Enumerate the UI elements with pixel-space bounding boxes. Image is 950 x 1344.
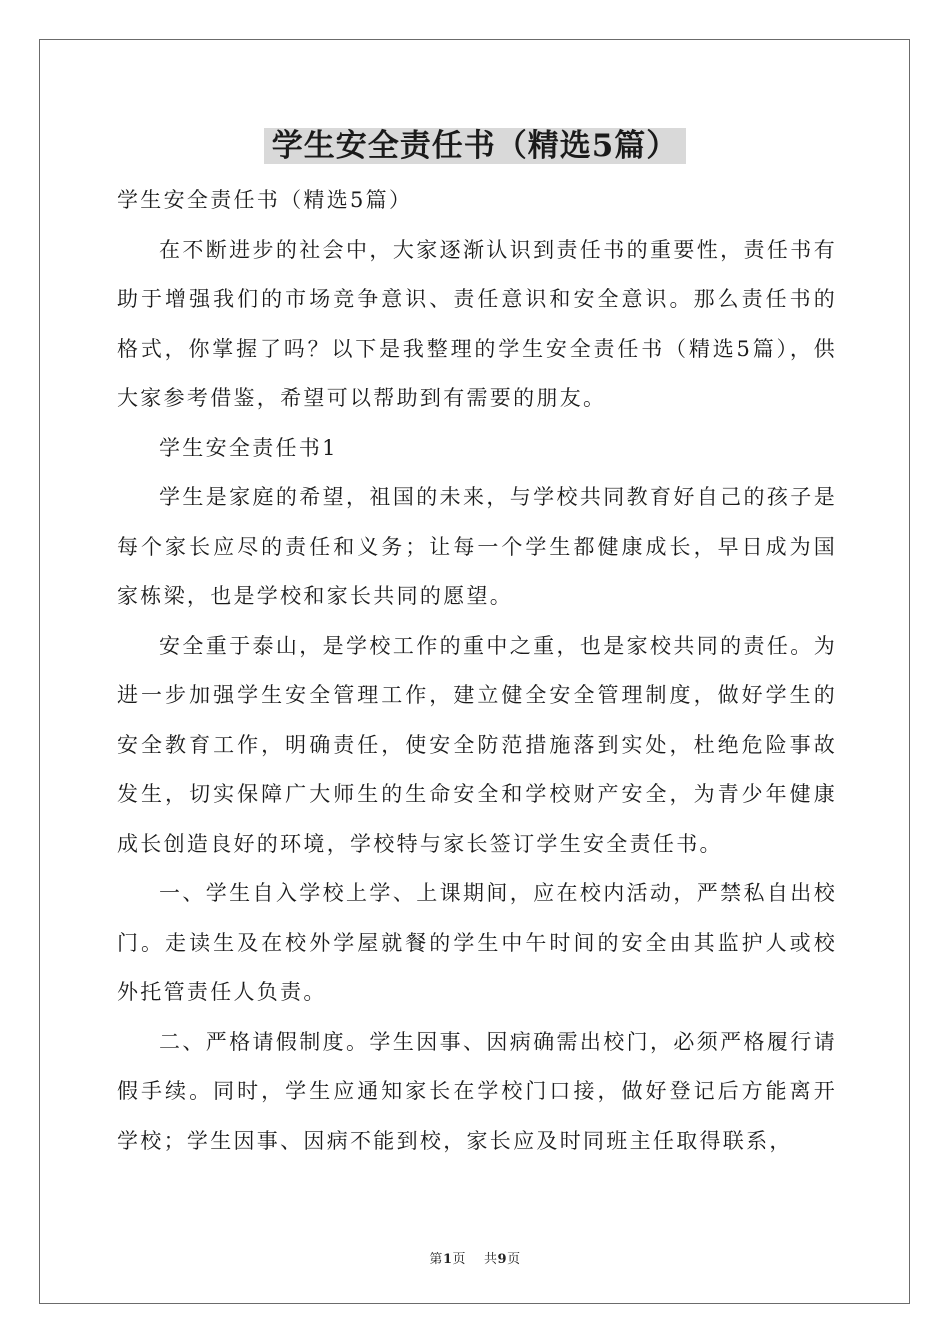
document-title: [0, 124, 950, 168]
document-body: [117, 176, 837, 1166]
paragraph: 二、严格请假制度。学生因事、因病确需出校门，必须严格履行请假手续。同时，学生应通知家长在学校门口接，做好登记后方能离开学校；学生因事、因病不能到校，家长应及时同班主任取得联系，: [117, 1029, 837, 1153]
paragraph-intro: 在不断进步的社会中，大家逐渐认识到责任书的重要性，责任书有助于增强我们的市场竞争意识、责任意识和安全意识。那么责任书的格式，你掌握了吗？以下是我整理的学生安全责任书（精选5篇），供大家参考借鉴，希望可以帮助到有需要的朋友。: [117, 237, 837, 410]
section-heading: 学生安全责任书1: [159, 435, 338, 460]
total-page-count: 9: [497, 1252, 508, 1267]
page-prefix: 第: [429, 1252, 443, 1267]
current-page-number: 1: [442, 1252, 453, 1267]
page-footer: [0, 1248, 950, 1267]
page-suffix: 页: [452, 1252, 466, 1267]
total-prefix: 共: [484, 1252, 498, 1267]
paragraph: 安全重于泰山，是学校工作的重中之重，也是家校共同的责任。为进一步加强学生安全管理工作，建立健全安全管理制度，做好学生的安全教育工作，明确责任，使安全防范措施落到实处，杜绝危险事故发生，切实保障广大师生的生命安全和学校财产安全，为青少年健康成长创造良好的环境，学校特与家长签订学生安全责任书。: [117, 633, 837, 856]
paragraph-subtitle: 学生安全责任书（精选5篇）: [117, 188, 413, 212]
paragraph: 学生是家庭的希望，祖国的未来，与学校共同教育好自己的孩子是每个家长应尽的责任和义务；让每一个学生都健康成长，早日成为国家栋梁，也是学校和家长共同的愿望。: [117, 485, 837, 608]
paragraph: 一、学生自入学校上学、上课期间，应在校内活动，严禁私自出校门。走读生及在校外学屋就餐的学生中午时间的安全由其监护人或校外托管责任人负责。: [117, 881, 837, 1004]
total-suffix: 页: [507, 1252, 521, 1267]
document-title-text: 学生安全责任书（精选5篇）: [264, 128, 687, 164]
